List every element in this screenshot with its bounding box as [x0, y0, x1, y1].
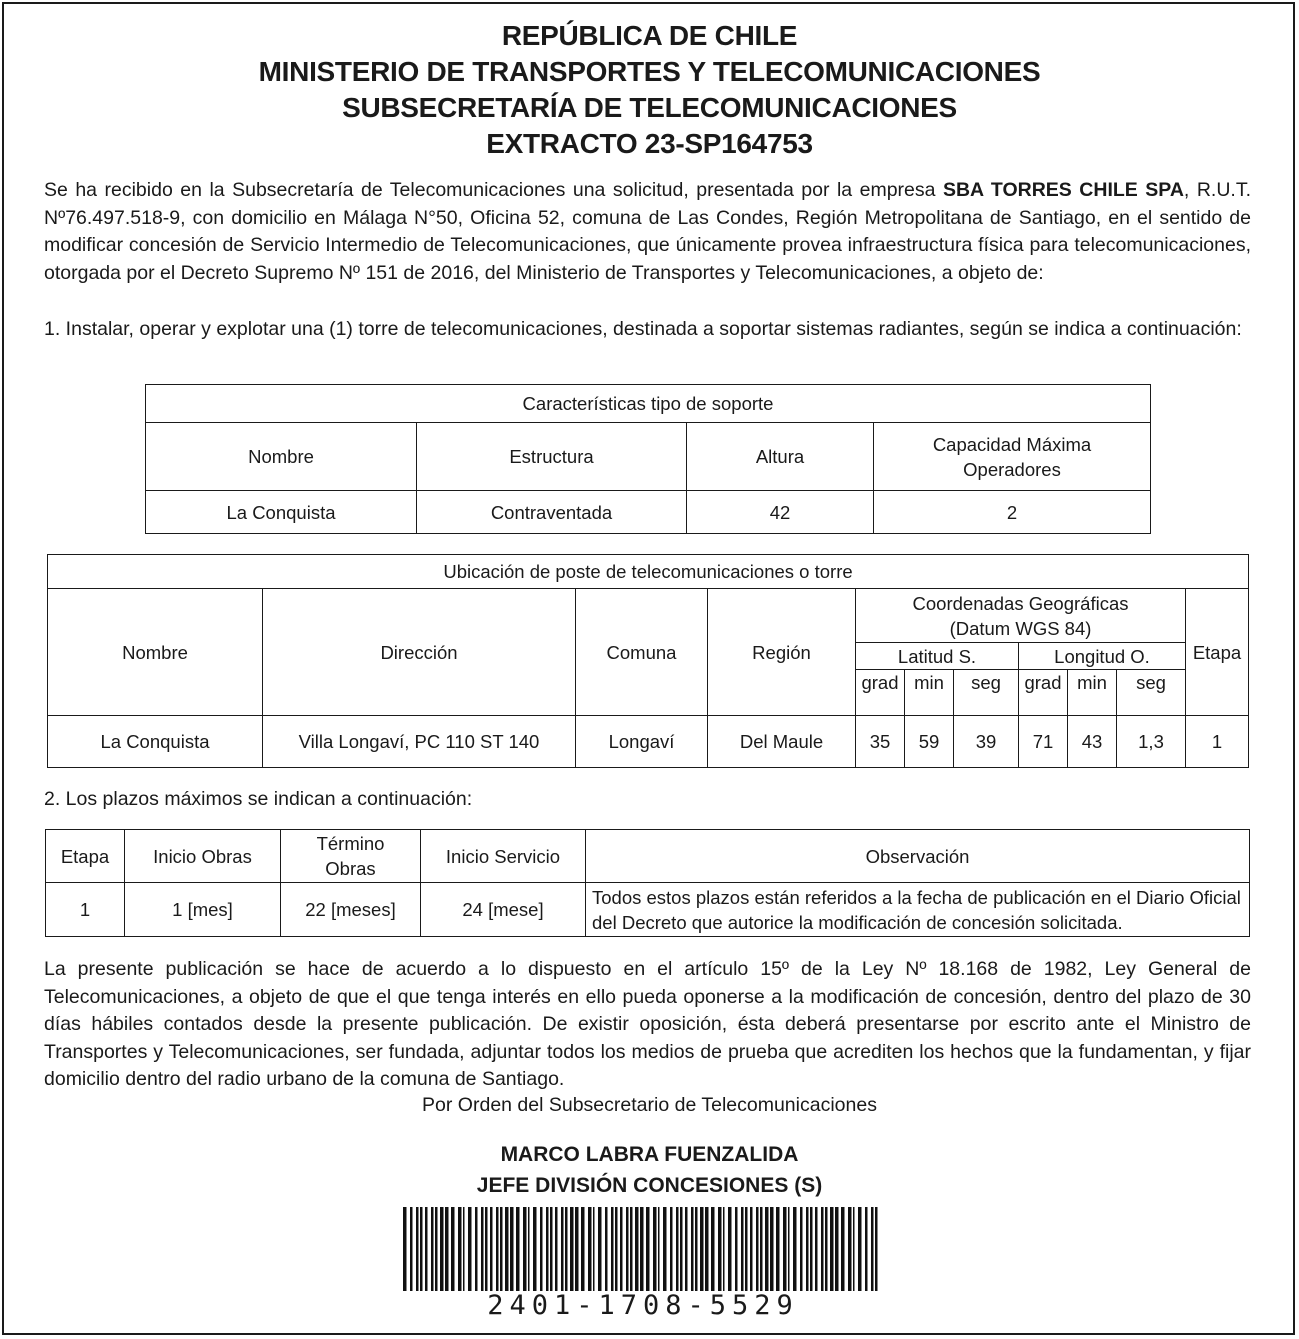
barcode-bar [440, 1207, 444, 1291]
barcode-bar [561, 1207, 564, 1291]
lat-min-header: min [905, 670, 954, 716]
barcode-bar [858, 1207, 862, 1291]
barcode-bar [496, 1207, 499, 1291]
barcode-bar [735, 1207, 738, 1291]
plazos-header-termino-obras: Término Obras [281, 830, 421, 883]
barcode-bar [528, 1207, 530, 1291]
location-cell-lat-grad: 35 [856, 716, 905, 768]
plazos-header-observacion: Observación [586, 830, 1250, 883]
location-header-direccion: Dirección [263, 589, 576, 716]
item-1-text: 1. Instalar, operar y explotar una (1) torre de telecomunicaciones, destinada a soportar sistemas radiantes, según se indica a continuación: [44, 318, 1242, 340]
lon-seg-header: seg [1117, 670, 1186, 716]
barcode-bar [788, 1207, 790, 1291]
item-2-text: 2. Los plazos máximos se indican a continuación: [44, 788, 473, 810]
barcode-bar [770, 1207, 774, 1291]
barcode-bar [540, 1207, 543, 1291]
header-ministry: MINISTERIO DE TRANSPORTES Y TELECOMUNICACIONES [258, 56, 1041, 87]
barcode-bar [546, 1207, 549, 1291]
barcode-bar [403, 1207, 407, 1291]
barcode-bar [640, 1207, 644, 1291]
plazos-cell-observacion: Todos estos plazos están referidos a la fecha de publicación en el Diario Oficial del Decreto que autorice la modificación de concesión solicitada. [586, 883, 1250, 937]
barcode-bar [806, 1207, 809, 1291]
barcode-bar [416, 1207, 419, 1291]
barcode-bar [630, 1207, 633, 1291]
barcode-bar [783, 1207, 787, 1291]
header-country: REPÚBLICA DE CHILE [501, 20, 798, 51]
barcode-bar [451, 1207, 455, 1291]
barcode-bar [485, 1207, 488, 1291]
plazos-cell-termino-obras: 22 [meses] [281, 883, 421, 937]
lat-grad-header: grad [856, 670, 905, 716]
lon-min-header: min [1068, 670, 1117, 716]
barcode-bar [481, 1207, 484, 1291]
barcode-bar [523, 1207, 527, 1291]
barcode-bar [685, 1207, 688, 1291]
barcode-bar [705, 1207, 709, 1291]
barcode-bar [760, 1207, 763, 1291]
barcode-bar [800, 1207, 803, 1291]
support-header-nombre: Nombre [146, 423, 417, 491]
barcode-bar [516, 1207, 520, 1291]
barcode-bar [626, 1207, 629, 1291]
location-header-nombre: Nombre [48, 589, 263, 716]
support-cell-nombre: La Conquista [146, 491, 417, 534]
location-table-title: Ubicación de poste de telecomunicaciones o torre [48, 555, 1249, 589]
barcode-bar [500, 1207, 503, 1291]
barcode-bar [611, 1207, 614, 1291]
location-cell-lon-seg: 1,3 [1117, 716, 1186, 768]
barcode-bar [670, 1207, 673, 1291]
barcode-bar [745, 1207, 748, 1291]
barcode-bar [605, 1207, 608, 1291]
barcode-bar [593, 1207, 595, 1291]
support-header-estructura: Estructura [417, 423, 687, 491]
barcode-bar [810, 1207, 813, 1291]
intro-paragraph: Se ha recibido en la Subsecretaría de Telecomunicaciones una solicitud, presentada por la empresa SBA TORRES CHILE SPA, R.U.T. Nº76.497.518-9, con domicilio en Málaga N°50, Oficina 52, comuna de Las Condes, Región Metropolitana de Santiago, en el sentido de modificar concesión de Servicio Intermedio de Telecomunicaciones, que únicamente provea infraestructura física para telecomunicaciones, otorgada por el Decreto Supremo Nº 151 de 2016, del Ministerio de Transportes y Telecomunicaciones, a objeto de: [44, 179, 1251, 284]
plazos-cell-etapa: 1 [46, 883, 125, 937]
barcode-bar [555, 1207, 558, 1291]
barcode-bar [728, 1207, 732, 1291]
barcode-bar [635, 1207, 639, 1291]
barcode [403, 1207, 883, 1291]
barcode-bar [575, 1207, 579, 1291]
barcode-bar [765, 1207, 769, 1291]
barcode-bar [490, 1207, 493, 1291]
header-subsecretary: SUBSECRETARÍA DE TELECOMUNICACIONES [342, 92, 957, 123]
barcode-bar [646, 1207, 650, 1291]
barcode-bar [570, 1207, 574, 1291]
closing-paragraph: La presente publicación se hace de acuerdo a lo dispuesto en el artículo 15º de la Ley Nº 18.168 de 1982, Ley General de Telecomunicaciones, a objeto de que el que tenga interés en ello pueda oponerse a la modificación de concesión, dentro del plazo de 30 días hábiles contados desde la presente publicación. De existir oposición, ésta deberá presentarse por escrito ante el Ministro de Transportes y Telecomunicaciones, ser fundada, adjuntar todos los medios de prueba que acrediten los hechos que la fundamentan, y fijar domicilio dentro del radio urbano de la comuna de Santiago. [44, 958, 1251, 1090]
header-extract: EXTRACTO 23-SP164753 [486, 128, 813, 159]
barcode-bar [841, 1207, 845, 1291]
barcode-bar [658, 1207, 660, 1291]
signatory-name: MARCO LABRA FUENZALIDA [500, 1143, 799, 1166]
barcode-bar [853, 1207, 855, 1291]
location-header-latitud: Latitud S. [856, 643, 1019, 670]
barcode-bar [598, 1207, 602, 1291]
barcode-bar [821, 1207, 824, 1291]
plazos-header-inicio-servicio: Inicio Servicio [421, 830, 586, 883]
lat-seg-header: seg [954, 670, 1019, 716]
barcode-bar [410, 1207, 413, 1291]
barcode-bar [711, 1207, 715, 1291]
barcode-bar [445, 1207, 449, 1291]
barcode-bar [723, 1207, 725, 1291]
barcode-bar [680, 1207, 683, 1291]
barcode-bar [533, 1207, 537, 1291]
barcode-bar [750, 1207, 753, 1291]
barcode-bar [871, 1207, 874, 1291]
barcode-bar [475, 1207, 478, 1291]
plazos-table [45, 829, 1250, 937]
location-cell-lat-min: 59 [905, 716, 954, 768]
barcode-number: 2401-1708-5529 [487, 1290, 799, 1321]
barcode-bar [875, 1207, 878, 1291]
barcode-bar [835, 1207, 839, 1291]
barcode-bar [756, 1207, 759, 1291]
barcode-bar [615, 1207, 618, 1291]
location-cell-lon-min: 43 [1068, 716, 1117, 768]
support-table-title: Características tipo de soporte [146, 385, 1151, 423]
location-cell-direccion: Villa Longaví, PC 110 ST 140 [263, 716, 576, 768]
barcode-bar [588, 1207, 592, 1291]
location-header-comuna: Comuna [576, 589, 708, 716]
barcode-bar [510, 1207, 514, 1291]
support-header-altura: Altura [687, 423, 874, 491]
location-cell-etapa: 1 [1186, 716, 1249, 768]
barcode-bar [458, 1207, 462, 1291]
signatory-title: JEFE DIVISIÓN CONCESIONES (S) [476, 1174, 823, 1197]
location-header-etapa: Etapa [1186, 589, 1249, 716]
barcode-bar [815, 1207, 818, 1291]
location-cell-region: Del Maule [708, 716, 856, 768]
barcode-bar [793, 1207, 797, 1291]
barcode-bar [663, 1207, 667, 1291]
location-table [47, 554, 1249, 768]
location-cell-lon-grad: 71 [1019, 716, 1068, 768]
location-cell-nombre: La Conquista [48, 716, 263, 768]
barcode-bar [620, 1207, 623, 1291]
lon-grad-header: grad [1019, 670, 1068, 716]
plazos-cell-inicio-obras: 1 [mes] [125, 883, 281, 937]
support-header-capacidad: Capacidad Máxima Operadores [874, 423, 1151, 491]
barcode-bar [865, 1207, 868, 1291]
barcode-bar [848, 1207, 852, 1291]
barcode-bar [435, 1207, 438, 1291]
location-cell-lat-seg: 39 [954, 716, 1019, 768]
support-table [145, 384, 1151, 534]
barcode-bar [565, 1207, 568, 1291]
barcode-bar [825, 1207, 828, 1291]
barcode-bar [695, 1207, 698, 1291]
barcode-bar [581, 1207, 585, 1291]
barcode-bar [463, 1207, 465, 1291]
support-cell-altura: 42 [687, 491, 874, 534]
barcode-bar [718, 1207, 722, 1291]
location-header-coords: Coordenadas Geográficas (Datum WGS 84) [856, 589, 1186, 643]
location-header-longitud: Longitud O. [1019, 643, 1186, 670]
barcode-bar [776, 1207, 780, 1291]
barcode-bar [691, 1207, 694, 1291]
barcode-bar [550, 1207, 553, 1291]
barcode-bar [830, 1207, 834, 1291]
location-cell-comuna: Longaví [576, 716, 708, 768]
plazos-header-inicio-obras: Inicio Obras [125, 830, 281, 883]
plazos-cell-inicio-servicio: 24 [mese] [421, 883, 586, 937]
plazos-header-etapa: Etapa [46, 830, 125, 883]
support-cell-estructura: Contraventada [417, 491, 687, 534]
barcode-bar [676, 1207, 679, 1291]
barcode-bar [431, 1207, 434, 1291]
company-name: SBA TORRES CHILE SPA [942, 179, 1184, 201]
barcode-bar [425, 1207, 428, 1291]
barcode-bar [741, 1207, 744, 1291]
barcode-bar [700, 1207, 704, 1291]
barcode-bar [505, 1207, 509, 1291]
support-cell-capacidad: 2 [874, 491, 1151, 534]
barcode-bar [468, 1207, 472, 1291]
order-line: Por Orden del Subsecretario de Telecomunicaciones [422, 1094, 877, 1116]
location-header-region: Región [708, 589, 856, 716]
barcode-bar [420, 1207, 423, 1291]
barcode-bar [653, 1207, 657, 1291]
